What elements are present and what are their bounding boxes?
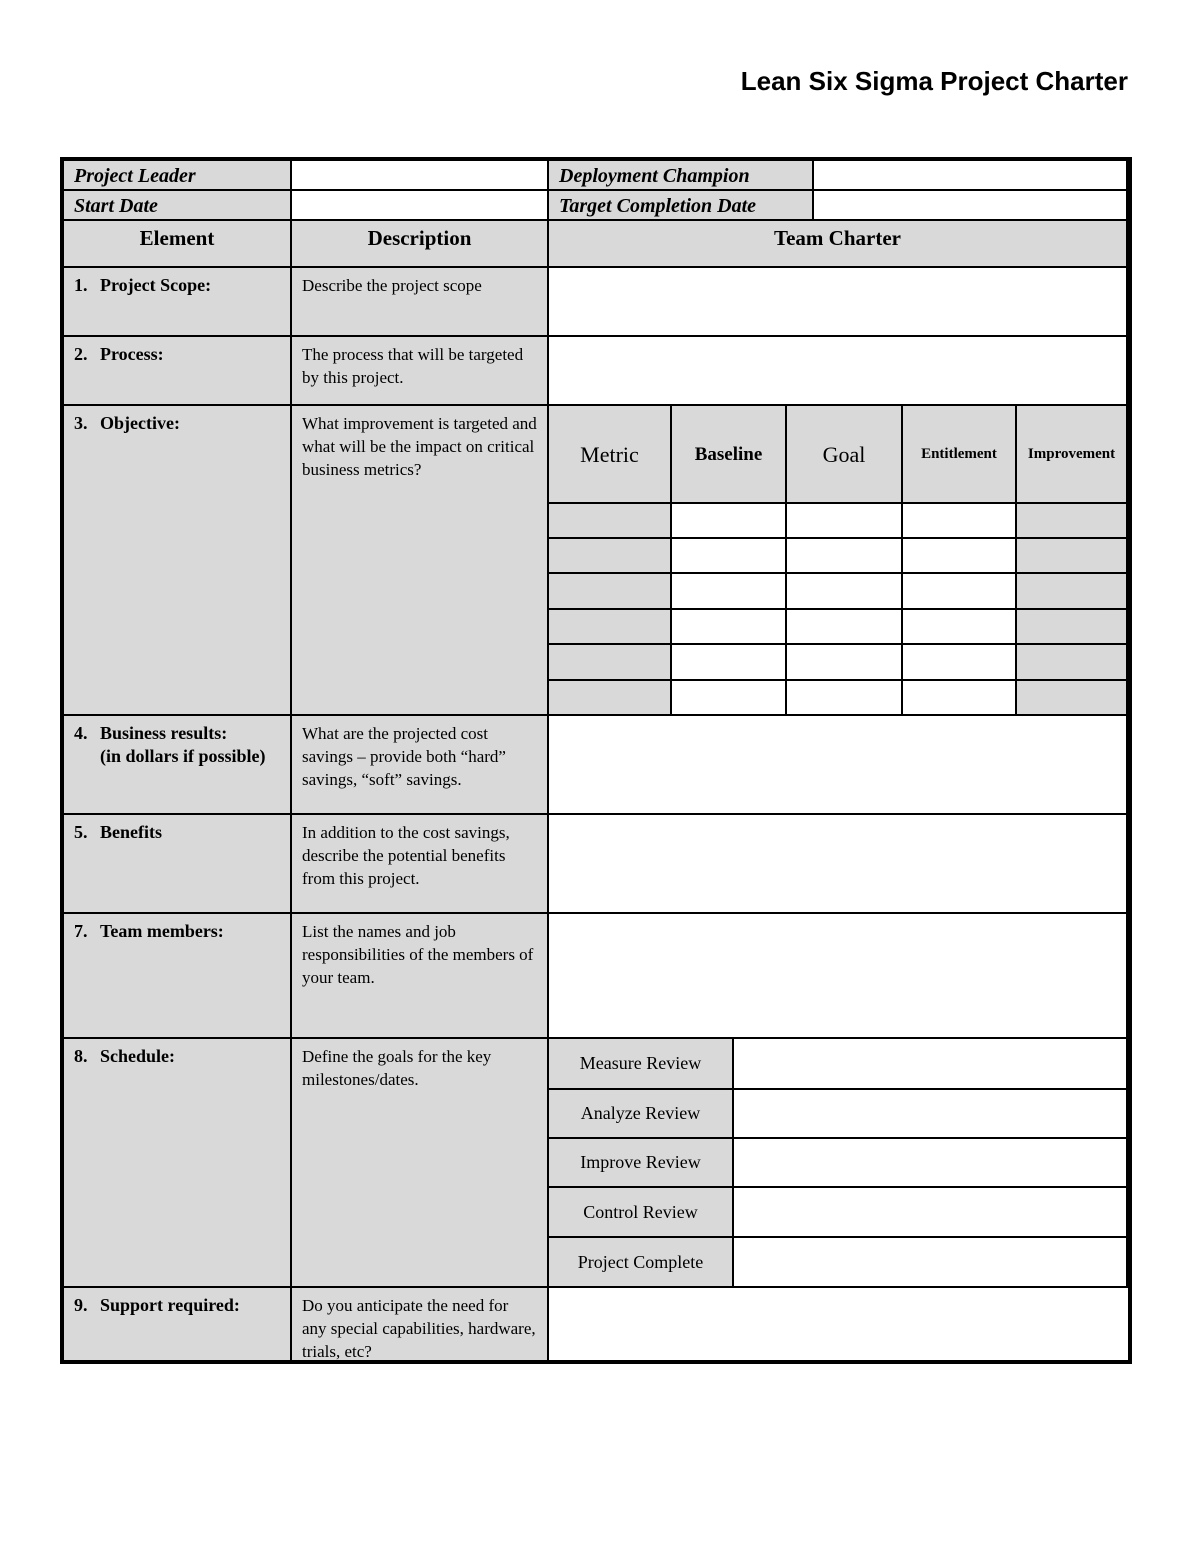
measure-review-date[interactable] [734, 1039, 1128, 1090]
metric-cell[interactable] [549, 539, 672, 574]
deployment-champion-field[interactable] [814, 161, 1128, 191]
row-process-label: 2. Process: [64, 337, 292, 406]
row-benefits-label: 5. Benefits [64, 815, 292, 914]
improve-review-date[interactable] [734, 1139, 1128, 1188]
target-completion-label: Target Completion Date [549, 191, 814, 221]
metric-cell[interactable] [549, 504, 672, 539]
metric-cell[interactable] [549, 610, 672, 645]
row-benefits-description: In addition to the cost savings, describe the potential benefits from this project. [292, 815, 549, 914]
improvement-cell[interactable] [1017, 681, 1128, 716]
business-results-sublabel: (in dollars if possible) [100, 746, 266, 766]
page-title: Lean Six Sigma Project Charter [740, 66, 1128, 96]
project-leader-label: Project Leader [64, 161, 292, 191]
start-date-field[interactable] [292, 191, 549, 221]
goal-cell[interactable] [787, 610, 903, 645]
row-process-description: The process that will be targeted by this project. [292, 337, 549, 406]
entitlement-cell[interactable] [903, 610, 1017, 645]
entitlement-cell[interactable] [903, 504, 1017, 539]
metric-cell[interactable] [549, 645, 672, 681]
row-schedule-description: Define the goals for the key milestones/dates. [292, 1039, 549, 1288]
baseline-cell[interactable] [672, 645, 787, 681]
goal-header: Goal [787, 406, 903, 504]
schedule-improve-review: Improve Review [549, 1139, 734, 1188]
baseline-header: Baseline [672, 406, 787, 504]
benefits-entry[interactable] [549, 815, 1128, 914]
improvement-cell[interactable] [1017, 574, 1128, 610]
metric-cell[interactable] [549, 681, 672, 716]
row-objective-label: 3. Objective: [64, 406, 292, 716]
header-description: Description [292, 221, 549, 268]
improvement-cell[interactable] [1017, 539, 1128, 574]
row-business-results-description: What are the projected cost savings – provide both “hard” savings, “soft” savings. [292, 716, 549, 815]
deployment-champion-label: Deployment Champion [549, 161, 814, 191]
analyze-review-date[interactable] [734, 1090, 1128, 1139]
business-results-entry[interactable] [549, 716, 1128, 815]
schedule-project-complete: Project Complete [549, 1238, 734, 1288]
row-business-results-label: 4. Business results: (in dollars if possible) [64, 716, 292, 815]
process-entry[interactable] [549, 337, 1128, 406]
goal-cell[interactable] [787, 681, 903, 716]
row-schedule-label: 8. Schedule: [64, 1039, 292, 1288]
header-team-charter: Team Charter [549, 221, 1128, 268]
entitlement-header: Entitlement [903, 406, 1017, 504]
improvement-header: Improvement [1017, 406, 1128, 504]
row-project-scope-description: Describe the project scope [292, 268, 549, 337]
improvement-cell[interactable] [1017, 504, 1128, 539]
entitlement-cell[interactable] [903, 574, 1017, 610]
goal-cell[interactable] [787, 574, 903, 610]
goal-cell[interactable] [787, 645, 903, 681]
row-team-members-description: List the names and job responsibilities of the members of your team. [292, 914, 549, 1039]
project-complete-date[interactable] [734, 1238, 1128, 1288]
improvement-cell[interactable] [1017, 645, 1128, 681]
baseline-cell[interactable] [672, 681, 787, 716]
improvement-cell[interactable] [1017, 610, 1128, 645]
header-element: Element [64, 221, 292, 268]
goal-cell[interactable] [787, 539, 903, 574]
entitlement-cell[interactable] [903, 681, 1017, 716]
support-required-entry[interactable] [549, 1288, 1128, 1360]
row-team-members-label: 7. Team members: [64, 914, 292, 1039]
project-leader-field[interactable] [292, 161, 549, 191]
control-review-date[interactable] [734, 1188, 1128, 1238]
baseline-cell[interactable] [672, 504, 787, 539]
start-date-label: Start Date [64, 191, 292, 221]
entitlement-cell[interactable] [903, 539, 1017, 574]
schedule-analyze-review: Analyze Review [549, 1090, 734, 1139]
schedule-control-review: Control Review [549, 1188, 734, 1238]
target-completion-field[interactable] [814, 191, 1128, 221]
baseline-cell[interactable] [672, 574, 787, 610]
schedule-measure-review: Measure Review [549, 1039, 734, 1090]
entitlement-cell[interactable] [903, 645, 1017, 681]
row-support-required-label: 9. Support required: [64, 1288, 292, 1360]
goal-cell[interactable] [787, 504, 903, 539]
row-objective-description: What improvement is targeted and what will be the impact on critical business metrics? [292, 406, 549, 716]
row-project-scope-label: 1. Project Scope: [64, 268, 292, 337]
project-scope-entry[interactable] [549, 268, 1128, 337]
row-support-required-description: Do you anticipate the need for any special capabilities, hardware, trials, etc? [292, 1288, 549, 1360]
metric-cell[interactable] [549, 574, 672, 610]
baseline-cell[interactable] [672, 610, 787, 645]
baseline-cell[interactable] [672, 539, 787, 574]
team-members-entry[interactable] [549, 914, 1128, 1039]
metric-header: Metric [549, 406, 672, 504]
